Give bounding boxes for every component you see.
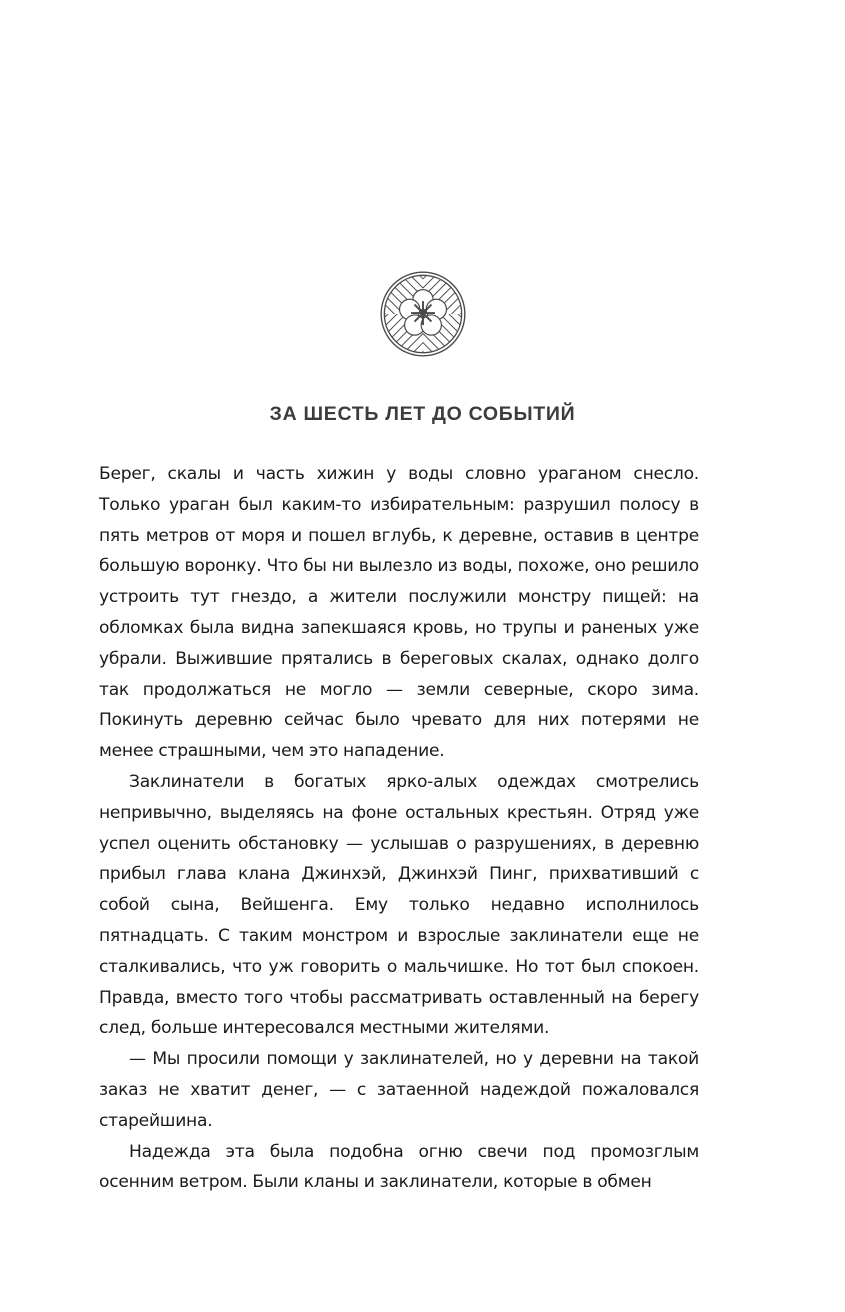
chapter-heading: ЗА ШЕСТЬ ЛЕТ ДО СОБЫТИЙ bbox=[269, 403, 576, 426]
body-text-block bbox=[99, 459, 699, 1198]
paragraph: Берег, скалы и часть хижин у воды словно ураганом снесло. Только ураган был каким-то избирательным: разрушил полосу в пять метров от моря и пошел вглубь, к деревне, оставив в центре большую воронку. Что бы ни вылезло из воды, похоже, оно решило устроить тут гнездо, а жители послужили монстру пищей: на обломках была видна запекшаяся кровь, но трупы и раненых уже убрали. Выжившие прятались в береговых скалах, однако долго так продолжаться не могло — земли северные, скоро зима. Покинуть деревню сейчас было чревато для них потерями не менее страшными, чем это нападение. bbox=[99, 464, 699, 762]
chapter-ornament-container bbox=[0, 268, 845, 360]
circular-floral-medallion-icon bbox=[377, 268, 469, 360]
paragraph: Заклинатели в богатых ярко-алых одеждах смотрелись непривычно, выделяясь на фоне остальных крестьян. Отряд уже успел оценить обстановку — услышав о разрушениях, в деревню прибыл глава клана Джинхэй, Джинхэй Пинг, прихвативший с собой сына, Вейшенга. Ему только недавно исполнилось пятнадцать. С таким монстром и взрослые заклинатели еще не сталкивались, что уж говорить о мальчишке. Но тот был спокоен. Правда, вместо того чтобы рассматривать оставленный на берегу след, больше интересовался местными жителями. bbox=[99, 771, 699, 1039]
paragraph: Надежда эта была подобна огню свечи под промозглым осенним ветром. Были кланы и заклинатели, которые в обмен bbox=[99, 1141, 699, 1193]
paragraph: — Мы просили помощи у заклинателей, но у деревни на такой заказ не хватит денег, — с затаенной надеждой пожаловался старейшина. bbox=[99, 1049, 699, 1131]
